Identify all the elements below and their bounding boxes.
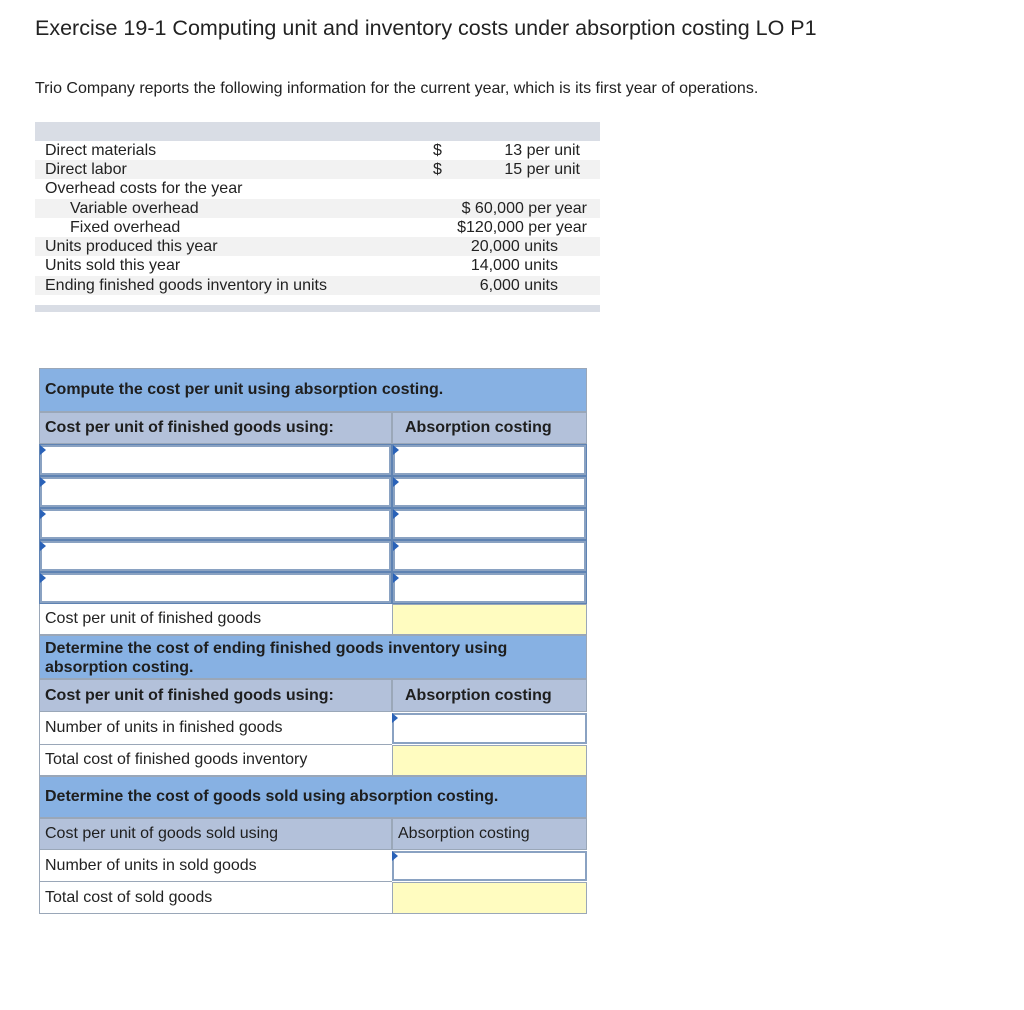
part1-row3-label-input[interactable] (40, 509, 391, 539)
part1-row4-label-input[interactable] (40, 541, 391, 571)
info-top-bar (35, 122, 600, 141)
info-row-fixed-overhead (35, 218, 600, 237)
currency: $ (433, 161, 442, 178)
row-label: Units sold this year (45, 257, 181, 274)
part3-col-label: Cost per unit of goods sold using (39, 818, 392, 850)
part2-col-value: Absorption costing (392, 679, 587, 712)
info-row-direct-materials (35, 141, 600, 160)
row-value: 20,000 units (470, 238, 558, 255)
part2-units-input[interactable] (392, 713, 587, 744)
row-label: Ending finished goods inventory in units (45, 277, 327, 294)
row-label: Overhead costs for the year (45, 180, 243, 197)
part1-col-value: Absorption costing (392, 412, 587, 444)
part2-total-label: Total cost of finished goods inventory (39, 745, 392, 776)
part3-units-input[interactable] (392, 851, 587, 881)
part1-row3-value-input[interactable] (393, 509, 586, 539)
row-label: Direct labor (45, 161, 127, 178)
info-table (35, 122, 600, 312)
part1-row1-label-input[interactable] (40, 445, 391, 475)
part1-row2-label-input[interactable] (40, 477, 391, 507)
part1-col-label: Cost per unit of finished goods using: (39, 412, 392, 444)
info-row-units-sold (35, 256, 600, 275)
part3-total-label: Total cost of sold goods (39, 882, 392, 914)
part2-heading: Determine the cost of ending finished goods inventory using absorption costing. (39, 635, 587, 679)
info-row-ending-inventory (35, 276, 600, 295)
part1-row2-value-input[interactable] (393, 477, 586, 507)
part1-row1-value-input[interactable] (393, 445, 586, 475)
row-value: 6,000 units (479, 277, 558, 294)
row-value: $ 60,000 per year (461, 200, 587, 217)
row-label: Direct materials (45, 142, 157, 159)
row-label: Units produced this year (45, 238, 218, 255)
part2-units-label: Number of units in finished goods (39, 712, 392, 745)
part2-col-label: Cost per unit of finished goods using: (39, 679, 392, 712)
part1-row4-value-input[interactable] (393, 541, 586, 571)
row-value: $120,000 per year (457, 219, 587, 236)
part1-total-value (392, 604, 587, 635)
info-row-direct-labor (35, 160, 600, 179)
page-title: Exercise 19-1 Computing unit and inventory costs under absorption costing LO P1 (35, 16, 817, 40)
row-value: 13 per unit (504, 142, 580, 159)
part3-total-value (392, 882, 587, 914)
info-row-variable-overhead (35, 199, 600, 218)
part3-units-label: Number of units in sold goods (39, 850, 392, 882)
part3-col-value: Absorption costing (392, 818, 587, 850)
part3-heading: Determine the cost of goods sold using absorption costing. (39, 776, 587, 818)
info-row-units-produced (35, 237, 600, 256)
row-value: 15 per unit (504, 161, 580, 178)
part1-total-label: Cost per unit of finished goods (39, 604, 392, 635)
part1-heading: Compute the cost per unit using absorption costing. (39, 368, 587, 412)
part1-row5-label-input[interactable] (40, 573, 391, 603)
info-bottom-bar (35, 305, 600, 312)
info-row-overhead-heading (35, 179, 600, 198)
row-value: 14,000 units (470, 257, 558, 274)
row-label: Fixed overhead (70, 219, 181, 236)
part1-row5-value-input[interactable] (393, 573, 586, 603)
currency: $ (433, 142, 442, 159)
part2-total-value (392, 745, 587, 776)
row-label: Variable overhead (70, 200, 199, 217)
intro-text: Trio Company reports the following information for the current year, which is its first year of operations. (35, 80, 759, 97)
